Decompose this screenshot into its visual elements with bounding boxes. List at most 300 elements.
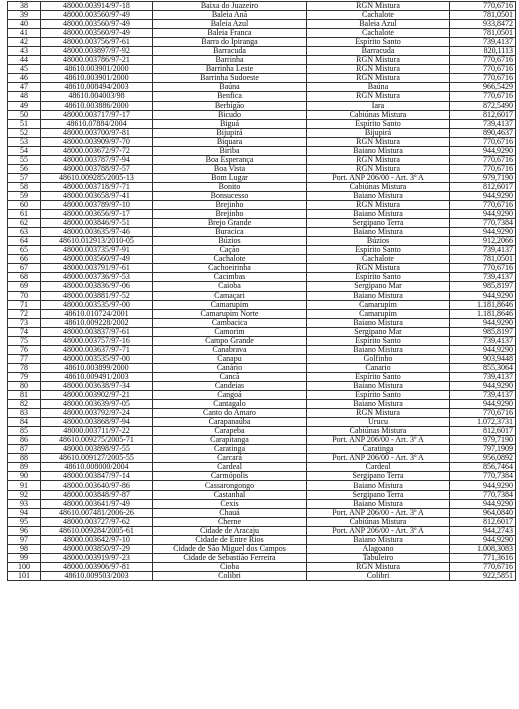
field-name-cell: Canapu [153,354,307,363]
price-value-cell: 944,9290 [450,318,516,327]
price-value-cell: 903,9448 [450,354,516,363]
reference-stream-cell: Barracuda [307,47,450,56]
field-name-cell: Brejo Grande [153,219,307,228]
process-number-cell: 48000.003868/97-94 [41,418,153,427]
field-name-cell: Canto do Amaro [153,409,307,418]
price-value-cell: 922,5851 [450,571,516,580]
table-row [8,119,516,128]
table-row [8,499,516,508]
price-value-cell: 781,0501 [450,255,516,264]
row-number-cell: 74 [8,327,41,336]
row-number-cell: 85 [8,427,41,436]
price-value-cell: 872,5490 [450,101,516,110]
field-name-cell: Cachoeirinha [153,264,307,273]
field-name-cell: Canabrava [153,345,307,354]
price-value-cell: 770,6716 [450,562,516,571]
table-row [8,454,516,463]
reference-stream-cell: Camarupim [307,309,450,318]
field-name-cell: Baixa do Juazeiro [153,2,307,11]
price-value-cell: 856,7464 [450,463,516,472]
table-row [8,92,516,101]
process-number-cell: 48610.009491/2003 [41,372,153,381]
field-name-cell: Cação [153,246,307,255]
price-value-cell: 1.181,8646 [450,309,516,318]
price-value-cell: 1.181,8646 [450,300,516,309]
reference-stream-cell: Sergipano Mar [307,327,450,336]
price-value-cell: 985,8197 [450,327,516,336]
process-number-cell: 48000.003535/97-00 [41,300,153,309]
price-value-cell: 912,2066 [450,237,516,246]
table-row [8,137,516,146]
reference-stream-cell: Sergipano Terra [307,219,450,228]
table-row [8,273,516,282]
price-value-cell: 979,7190 [450,436,516,445]
field-name-cell: Cidade de Entre Rios [153,535,307,544]
reference-stream-cell: Baiano Mistura [307,146,450,155]
table-row [8,571,516,580]
table-row [8,128,516,137]
process-number-cell: 48610.010724/2001 [41,309,153,318]
table-row [8,345,516,354]
process-number-cell: 48000.003658/97-41 [41,191,153,200]
table-row [8,47,516,56]
process-number-cell: 48000.003642/97-10 [41,535,153,544]
row-number-cell: 93 [8,499,41,508]
price-value-cell: 770,6716 [450,264,516,273]
field-name-cell: Carmópolis [153,472,307,481]
field-name-cell: Biquara [153,137,307,146]
table-row [8,381,516,390]
row-number-cell: 39 [8,11,41,20]
reference-stream-cell: Baleia Azul [307,20,450,29]
field-name-cell: Carapeba [153,427,307,436]
field-name-cell: Bom Lugar [153,173,307,182]
row-number-cell: 64 [8,237,41,246]
table-row [8,463,516,472]
table-row [8,255,516,264]
table-row [8,38,516,47]
reference-stream-cell: RGN Mistura [307,92,450,101]
price-value-cell: 812,6017 [450,110,516,119]
table-row [8,400,516,409]
price-value-cell: 770,6716 [450,65,516,74]
field-name-cell: Cacimbas [153,273,307,282]
process-number-cell: 48000.003638/97-34 [41,381,153,390]
process-number-cell: 48000.003656/97-17 [41,210,153,219]
row-number-cell: 51 [8,119,41,128]
field-name-cell: Cassarongongo [153,481,307,490]
table-row [8,409,516,418]
process-number-cell: 48610.009284/2005-61 [41,526,153,535]
reference-stream-cell: RGN Mistura [307,2,450,11]
process-number-cell: 48000.003637/97-71 [41,345,153,354]
table-row [8,391,516,400]
price-value-cell: 820,1113 [450,47,516,56]
reference-stream-cell: RGN Mistura [307,201,450,210]
row-number-cell: 69 [8,282,41,291]
row-number-cell: 52 [8,128,41,137]
table-row [8,228,516,237]
price-value-cell: 770,6716 [450,155,516,164]
row-number-cell: 80 [8,381,41,390]
row-number-cell: 100 [8,562,41,571]
process-number-cell: 48000.003847/97-14 [41,472,153,481]
reference-stream-cell: RGN Mistura [307,155,450,164]
reference-stream-cell: Cabiúnas Mistura [307,517,450,526]
price-value-cell: 944,9290 [450,481,516,490]
field-name-cell: Brejinho [153,210,307,219]
field-name-cell: Cachalote [153,255,307,264]
reference-stream-cell: Baiano Mistura [307,381,450,390]
process-number-cell: 48000.003789/97-10 [41,201,153,210]
reference-stream-cell: RGN Mistura [307,409,450,418]
row-number-cell: 78 [8,363,41,372]
field-name-cell: Cidade de São Miguel dos Campos [153,544,307,553]
field-name-cell: Barrinha [153,56,307,65]
row-number-cell: 44 [8,56,41,65]
row-number-cell: 42 [8,38,41,47]
process-number-cell: 48610.003901/2000 [41,74,153,83]
process-number-cell: 48000.003672/97-72 [41,146,153,155]
reference-stream-cell: Iara [307,101,450,110]
process-number-cell: 48610.004003/98 [41,92,153,101]
price-value-cell: 944,9290 [450,291,516,300]
field-name-cell: Bonito [153,182,307,191]
row-number-cell: 38 [8,2,41,11]
reference-stream-cell: Port. ANP 206/00 - Art. 3º A [307,454,450,463]
reference-stream-cell: Cabiúnas Mistura [307,182,450,191]
price-value-cell: 770,6716 [450,2,516,11]
reference-stream-cell: RGN Mistura [307,562,450,571]
table-row [8,508,516,517]
reference-stream-cell: Espírito Santo [307,273,450,282]
field-name-cell: Berbigão [153,101,307,110]
field-name-cell: Cherne [153,517,307,526]
process-number-cell: 48000.003897/97-92 [41,47,153,56]
row-number-cell: 53 [8,137,41,146]
row-number-cell: 63 [8,228,41,237]
field-name-cell: Camarupim [153,300,307,309]
row-number-cell: 67 [8,264,41,273]
process-number-cell: 48000.003756/97-61 [41,38,153,47]
reference-stream-cell: Port. ANP 206/00 - Art. 3º A [307,436,450,445]
reference-stream-cell: Caratinga [307,445,450,454]
price-value-cell: 812,6017 [450,517,516,526]
table-row [8,553,516,562]
field-name-cell: Bicudo [153,110,307,119]
row-number-cell: 58 [8,182,41,191]
process-number-cell: 48610.009127/2005-55 [41,454,153,463]
process-number-cell: 48000.003846/97-51 [41,219,153,228]
field-name-cell: Baúna [153,83,307,92]
price-value-cell: 739,4137 [450,38,516,47]
field-name-cell: Barracuda [153,47,307,56]
reference-stream-cell: Bijupirá [307,128,450,137]
row-number-cell: 40 [8,20,41,29]
row-number-cell: 70 [8,291,41,300]
row-number-cell: 49 [8,101,41,110]
row-number-cell: 96 [8,526,41,535]
table-row [8,372,516,381]
field-name-cell: Boa Vista [153,164,307,173]
reference-stream-cell: RGN Mistura [307,164,450,173]
field-name-cell: Baleia Anã [153,11,307,20]
price-value-cell: 781,0501 [450,29,516,38]
process-number-cell: 48000.003850/97-29 [41,544,153,553]
row-number-cell: 46 [8,74,41,83]
reference-stream-cell: Baiano Mistura [307,291,450,300]
field-name-cell: Cangoá [153,391,307,400]
row-number-cell: 50 [8,110,41,119]
process-number-cell: 48000.003736/97-53 [41,273,153,282]
process-number-cell: 48000.003788/97-57 [41,164,153,173]
row-number-cell: 54 [8,146,41,155]
table-row [8,56,516,65]
field-name-cell: Candeias [153,381,307,390]
row-number-cell: 59 [8,191,41,200]
price-value-cell: 944,9290 [450,535,516,544]
price-value-cell: 1.008,3083 [450,544,516,553]
table-row [8,300,516,309]
table-row [8,327,516,336]
price-value-cell: 770,6716 [450,92,516,101]
field-name-cell: Castanhal [153,490,307,499]
process-number-cell: 48000.003640/97-86 [41,481,153,490]
reference-stream-cell: Búzios [307,237,450,246]
field-name-cell: Cexis [153,499,307,508]
reference-stream-cell: Tabuleiro [307,553,450,562]
field-name-cell: Benfica [153,92,307,101]
row-number-cell: 76 [8,345,41,354]
field-name-cell: Baleia Franca [153,29,307,38]
process-number-cell: 48000.003635/97-46 [41,228,153,237]
row-number-cell: 73 [8,318,41,327]
reference-stream-cell: RGN Mistura [307,74,450,83]
table-row [8,363,516,372]
field-name-cell: Buracica [153,228,307,237]
price-value-cell: 964,0840 [450,508,516,517]
table-row [8,562,516,571]
price-value-cell: 944,2743 [450,526,516,535]
reference-stream-cell: Baiano Mistura [307,499,450,508]
price-value-cell: 855,3064 [450,363,516,372]
field-name-cell: Barrinha Sudoeste [153,74,307,83]
field-name-cell: Barrinha Leste [153,65,307,74]
reference-stream-cell: Sergipano Terra [307,490,450,499]
row-number-cell: 99 [8,553,41,562]
reference-stream-cell: Cachalote [307,11,450,20]
price-value-cell: 944,9290 [450,146,516,155]
price-value-cell: 944,9290 [450,400,516,409]
table-row [8,182,516,191]
field-name-cell: Camaçari [153,291,307,300]
reference-stream-cell: Port. ANP 206/00 - Art. 3º A [307,526,450,535]
table-row [8,237,516,246]
table-row [8,83,516,92]
reference-stream-cell: Cachalote [307,255,450,264]
field-name-cell: Boa Esperança [153,155,307,164]
process-number-cell: 48610.008000/2004 [41,463,153,472]
table-row [8,354,516,363]
process-number-cell: 48000.003881/97-52 [41,291,153,300]
reference-stream-cell: Golfinho [307,354,450,363]
reference-stream-cell: Espírito Santo [307,372,450,381]
field-name-cell: Camarupim Norte [153,309,307,318]
table-row [8,427,516,436]
reference-stream-cell: Baiano Mistura [307,210,450,219]
table-row [8,336,516,345]
process-number-cell: 48000.003535/97-00 [41,354,153,363]
price-value-cell: 770,6716 [450,201,516,210]
process-number-cell: 48610.009275/2005-71 [41,436,153,445]
reference-stream-cell: Espírito Santo [307,391,450,400]
row-number-cell: 83 [8,409,41,418]
reference-stream-cell: Cachalote [307,29,450,38]
table-row [8,164,516,173]
reference-stream-cell: Urucu [307,418,450,427]
table-row [8,526,516,535]
process-number-cell: 48610.007481/2006-26 [41,508,153,517]
table-row [8,29,516,38]
process-number-cell: 48610.009503/2003 [41,571,153,580]
row-number-cell: 48 [8,92,41,101]
row-number-cell: 82 [8,400,41,409]
reference-stream-cell: Baiano Mistura [307,318,450,327]
process-number-cell: 48610.003901/2000 [41,65,153,74]
process-number-cell: 48000.003837/97-61 [41,327,153,336]
table-row [8,282,516,291]
field-name-cell: Bijupirá [153,128,307,137]
row-number-cell: 43 [8,47,41,56]
field-name-cell: Caioba [153,282,307,291]
row-number-cell: 90 [8,472,41,481]
table-row [8,481,516,490]
field-name-cell: Carcará [153,454,307,463]
price-value-cell: 739,4137 [450,273,516,282]
process-number-cell: 48000.003914/97-18 [41,2,153,11]
process-number-cell: 48000.003700/97-81 [41,128,153,137]
row-number-cell: 97 [8,535,41,544]
price-value-cell: 770,6716 [450,56,516,65]
price-value-cell: 944,9290 [450,499,516,508]
price-value-cell: 966,5429 [450,83,516,92]
process-number-cell: 48610.009285/2005-13 [41,173,153,182]
price-value-cell: 770,7384 [450,472,516,481]
row-number-cell: 72 [8,309,41,318]
process-number-cell: 48000.003791/97-61 [41,264,153,273]
reference-stream-cell: RGN Mistura [307,264,450,273]
row-number-cell: 98 [8,544,41,553]
table-row [8,318,516,327]
process-number-cell: 48000.003718/97-71 [41,182,153,191]
field-name-cell: Cidade de Sebastião Ferreira [153,553,307,562]
price-value-cell: 979,7190 [450,173,516,182]
row-number-cell: 88 [8,454,41,463]
price-value-cell: 770,6716 [450,137,516,146]
row-number-cell: 62 [8,219,41,228]
field-name-cell: Campo Grande [153,336,307,345]
row-number-cell: 89 [8,463,41,472]
table-row [8,210,516,219]
table-row [8,20,516,29]
field-name-cell: Carapanaúba [153,418,307,427]
process-number-cell: 48610.003899/2000 [41,363,153,372]
price-value-cell: 770,6716 [450,409,516,418]
price-value-cell: 739,4137 [450,336,516,345]
price-value-cell: 933,8472 [450,20,516,29]
row-number-cell: 66 [8,255,41,264]
reference-stream-cell: Sergipano Mar [307,282,450,291]
table-row [8,535,516,544]
row-number-cell: 60 [8,201,41,210]
row-number-cell: 56 [8,164,41,173]
field-name-cell: Bonsucesso [153,191,307,200]
process-number-cell: 48000.003560/97-49 [41,29,153,38]
reference-stream-cell: Espírito Santo [307,336,450,345]
row-number-cell: 57 [8,173,41,182]
process-number-cell: 48000.003727/97-62 [41,517,153,526]
table-row [8,291,516,300]
field-name-cell: Canário [153,363,307,372]
price-value-cell: 770,7384 [450,490,516,499]
reference-stream-cell: Cabiúnas Mistura [307,110,450,119]
reference-stream-cell: Cardeal [307,463,450,472]
table-row [8,418,516,427]
row-number-cell: 41 [8,29,41,38]
table-row [8,264,516,273]
reference-stream-cell: Port. ANP 206/00 - Art. 3º A [307,173,450,182]
field-name-cell: Chauá [153,508,307,517]
reference-stream-cell: Espírito Santo [307,246,450,255]
table-row [8,146,516,155]
reference-stream-cell: Baúna [307,83,450,92]
reference-stream-cell: Espírito Santo [307,38,450,47]
field-name-cell: Cidade de Aracaju [153,526,307,535]
table-row [8,74,516,83]
row-number-cell: 61 [8,210,41,219]
price-value-cell: 812,6017 [450,182,516,191]
row-number-cell: 91 [8,481,41,490]
oil-field-price-table [7,1,516,581]
table-body [8,2,516,581]
process-number-cell: 48000.003787/97-94 [41,155,153,164]
field-name-cell: Cardeal [153,463,307,472]
process-number-cell: 48610.009228/2002 [41,318,153,327]
process-number-cell: 48000.003836/97-06 [41,282,153,291]
field-name-cell: Brejinho [153,201,307,210]
table-row [8,309,516,318]
price-value-cell: 739,4137 [450,372,516,381]
process-number-cell: 48000.003560/97-49 [41,255,153,264]
row-number-cell: 84 [8,418,41,427]
reference-stream-cell: Sergipano Terra [307,472,450,481]
process-number-cell: 48000.003711/97-22 [41,427,153,436]
row-number-cell: 81 [8,391,41,400]
table-row [8,101,516,110]
table-row [8,544,516,553]
row-number-cell: 101 [8,571,41,580]
table-row [8,445,516,454]
price-value-cell: 770,6716 [450,74,516,83]
table-row [8,110,516,119]
row-number-cell: 45 [8,65,41,74]
field-name-cell: Carapitanga [153,436,307,445]
row-number-cell: 65 [8,246,41,255]
reference-stream-cell: Camarupim [307,300,450,309]
field-name-cell: Camorim [153,327,307,336]
field-name-cell: Cancã [153,372,307,381]
table-row [8,490,516,499]
